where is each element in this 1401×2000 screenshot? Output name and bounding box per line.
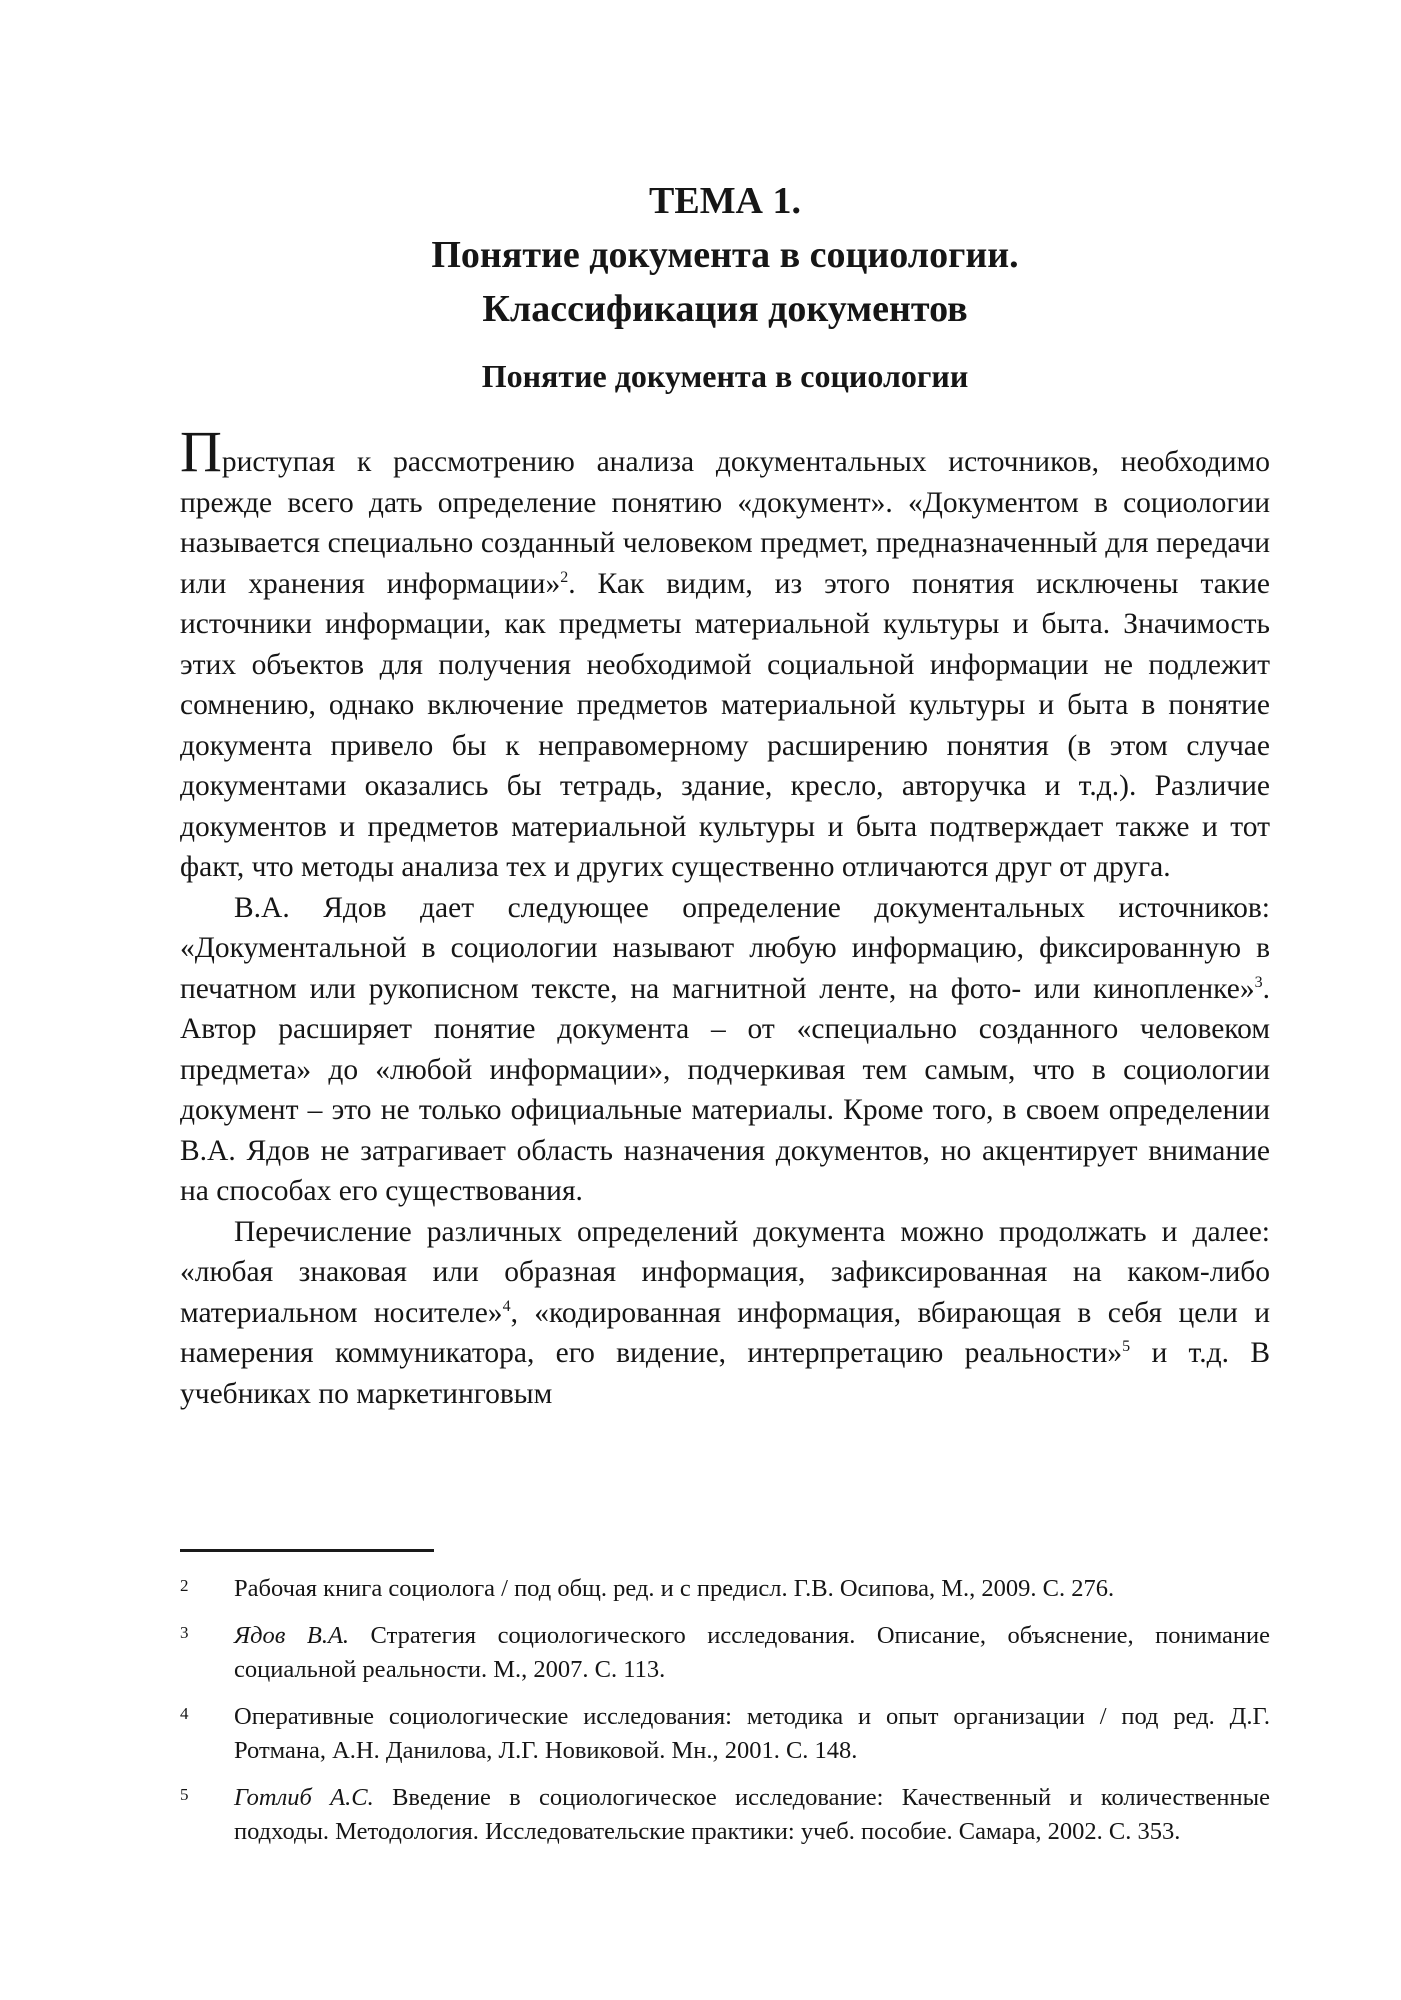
- footnote-number: 2: [180, 1576, 189, 1595]
- chapter-title-line-1: Понятие документа в социологии.: [431, 234, 1019, 276]
- footnote-body: Оперативные социологические исследования: методика и опыт организации / под ред. Д.Г. Ротмана, А.Н. Данилова, Л.Г. Новиковой. Мн., 2001. С. 148.: [234, 1703, 1270, 1764]
- paragraph-3-text-b: , «кодированная информация, вбирающая в себя цели и намерения коммуникатора, его видение, интерпретацию реальности»: [180, 1296, 1270, 1369]
- footnote-text: [234, 1572, 1270, 1606]
- footnote: [180, 1781, 1270, 1849]
- paragraph-1-text-a: риступая к рассмотрению анализа документальных источников, необходимо прежде всего дать определение понятию «документ». «Документом в социологии называется специально созданный человеком предмет, предназначенный для передачи или хранения информации»: [180, 446, 1270, 600]
- footnotes: [180, 1572, 1270, 1862]
- footnote-text: [234, 1700, 1270, 1768]
- paragraph-3-text-a: Перечисление различных определений документа можно продолжать и далее: «любая знаковая или образная информация, зафиксированная на каком-либо материальном носителе»: [180, 1215, 1270, 1329]
- paragraph-1: [180, 419, 1271, 888]
- paragraph-2-text-a: В.А. Ядов дает следующее определение документальных источников: «Документальной в социологии называют любую информацию, фиксированную в печатном или рукописном тексте, на магнитной ленте, на фото- или кинопленке»: [180, 891, 1270, 1005]
- section-heading: Понятие документа в социологии: [481, 358, 969, 394]
- footnote-number: 3: [180, 1623, 189, 1642]
- footnote-author: Готлиб А.С.: [234, 1784, 374, 1811]
- chapter-title: [180, 174, 1270, 336]
- drop-cap: П: [180, 419, 222, 484]
- footnote-author: Ядов В.А.: [234, 1622, 350, 1649]
- paragraph-3: [180, 1212, 1270, 1415]
- footnote-ref-4[interactable]: 4: [502, 1297, 511, 1315]
- paragraph-2-text-b: . Автор расширяет понятие документа – от «специально созданного человеком предмета» до «любой информации», подчеркивая тем самым, что в социологии документ – это не только официальные материалы. Кроме того, в своем определении В.А. Ядов не затрагивает область назначения документов, но акцентирует внимание на способах его существования.: [180, 972, 1270, 1207]
- paragraph-2: [180, 888, 1270, 1212]
- footnote-number: 5: [180, 1785, 189, 1804]
- body-text: [180, 419, 1271, 1414]
- footnote-ref-3[interactable]: 3: [1254, 973, 1263, 991]
- chapter-number: ТЕМА 1.: [649, 180, 801, 222]
- footnote: [180, 1619, 1270, 1687]
- footnote-text: [234, 1619, 1270, 1687]
- footnote-body: Стратегия социологического исследования. Описание, объяснение, понимание социальной реальности. М., 2007. С. 113.: [234, 1622, 1270, 1683]
- footnote: [180, 1572, 1270, 1606]
- paragraph-1-text-b: . Как видим, из этого понятия исключены такие источники информации, как предметы материальной культуры и быта. Значимость этих объектов для получения необходимой социальной информации не подлежит сомнению, однако включение предметов материальной культуры и быта в понятие документа привело бы к неправомерному расширению понятия (в этом случае документами оказались бы тетрадь, здание, кресло, авторучка и т.д.). Различие документов и предметов материальной культуры и быта подтверждает также и тот факт, что методы анализа тех и других существенно отличаются друг от друга.: [180, 567, 1271, 883]
- footnote: [180, 1700, 1270, 1768]
- footnote-number: 4: [180, 1704, 189, 1723]
- footnote-ref-2[interactable]: 2: [560, 568, 569, 586]
- footnote-body: Введение в социологическое исследование: Качественный и количественные подходы. Методология. Исследовательские практики: учеб. пособие. Самара, 2002. С. 353.: [234, 1784, 1270, 1845]
- paragraph-3-text-c: и т.д. В учебниках по маркетинговым: [180, 1337, 1270, 1410]
- footnote-body: Рабочая книга социолога / под общ. ред. и с предисл. Г.В. Осипова, М., 2009. С. 276.: [234, 1575, 1115, 1602]
- footnote-ref-5[interactable]: 5: [1122, 1338, 1131, 1356]
- document-page: [180, 0, 1270, 2000]
- footnote-separator: [180, 1549, 434, 1552]
- footnote-text: [234, 1781, 1270, 1849]
- chapter-title-line-2: Классификация документов: [482, 288, 968, 330]
